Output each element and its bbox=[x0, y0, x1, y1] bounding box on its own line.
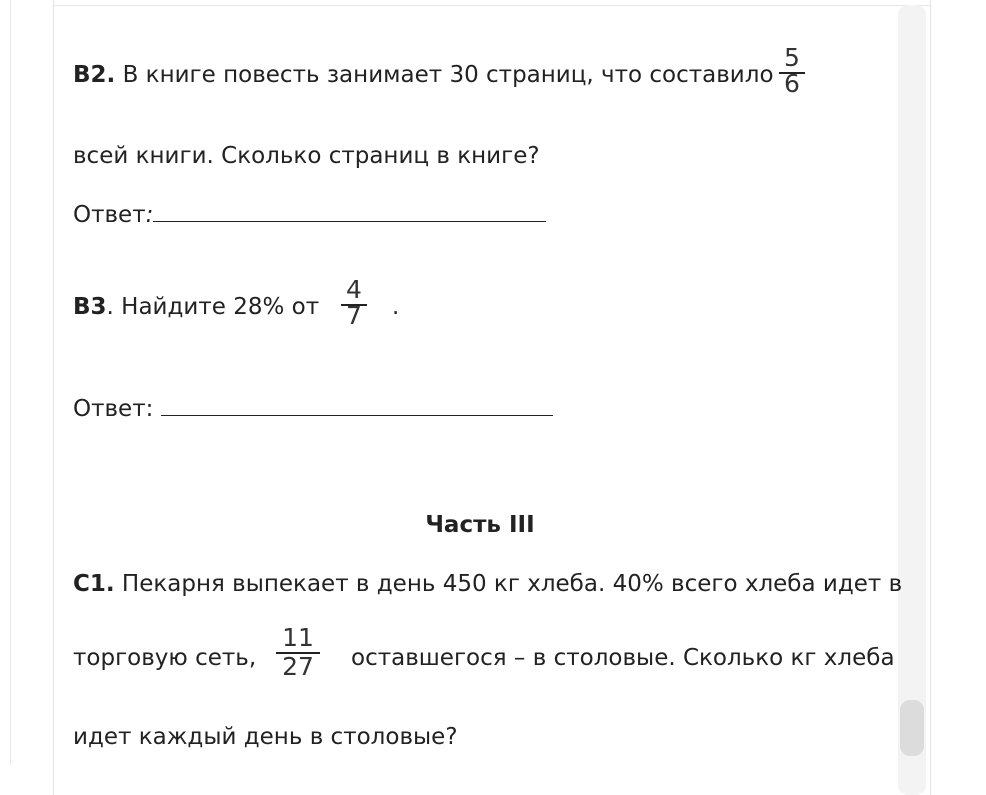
part-iii-title: Часть III bbox=[425, 512, 535, 538]
question-c1-line1 bbox=[73, 569, 902, 599]
question-b2-line2: всей книги. Сколько страниц в книге? bbox=[73, 143, 540, 169]
answer-b2-colon: : bbox=[145, 202, 154, 228]
answer-b3-label: Ответ: bbox=[73, 396, 154, 422]
fraction-c1 bbox=[276, 624, 320, 680]
fraction-b3-numerator: 4 bbox=[346, 275, 362, 304]
answer-b3-blank[interactable] bbox=[161, 393, 553, 416]
fraction-b2-denominator: 6 bbox=[784, 69, 800, 98]
fraction-b3 bbox=[341, 276, 367, 329]
answer-b2-label: Ответ bbox=[73, 202, 146, 228]
scrollbar-track[interactable] bbox=[898, 5, 926, 795]
question-b3-line bbox=[73, 292, 319, 322]
fraction-c1-denominator: 27 bbox=[282, 652, 314, 681]
page-divider bbox=[10, 0, 11, 765]
question-c1-line3: идет каждый день в столовые? bbox=[73, 724, 458, 750]
answer-b2-blank[interactable] bbox=[153, 199, 546, 222]
question-c1-line2-end: оставшегося – в столовые. Сколько кг хлеба bbox=[351, 645, 895, 671]
fraction-c1-numerator: 11 bbox=[282, 623, 314, 652]
fraction-b2 bbox=[779, 44, 805, 97]
fraction-b3-denominator: 7 bbox=[346, 301, 362, 330]
question-c1-label: С1. bbox=[73, 571, 115, 597]
question-c1-line2-start: торговую сеть, bbox=[73, 645, 257, 671]
question-b2-text: В книге повесть занимает 30 страниц, что составило bbox=[115, 62, 774, 88]
answer-b2 bbox=[73, 199, 546, 230]
question-b3-label: В3 bbox=[73, 294, 107, 320]
question-c1-text: Пекарня выпекает в день 450 кг хлеба. 40% всего хлеба идет в bbox=[114, 571, 903, 597]
question-b2-label: В2. bbox=[73, 62, 116, 88]
answer-b3 bbox=[73, 393, 553, 424]
question-b3-text: . Найдите 28% от bbox=[106, 294, 320, 320]
fraction-b2-numerator: 5 bbox=[784, 43, 800, 72]
scrollbar-thumb[interactable] bbox=[900, 700, 924, 756]
question-b3-period: . bbox=[392, 294, 400, 320]
question-b2-line1 bbox=[73, 60, 774, 90]
